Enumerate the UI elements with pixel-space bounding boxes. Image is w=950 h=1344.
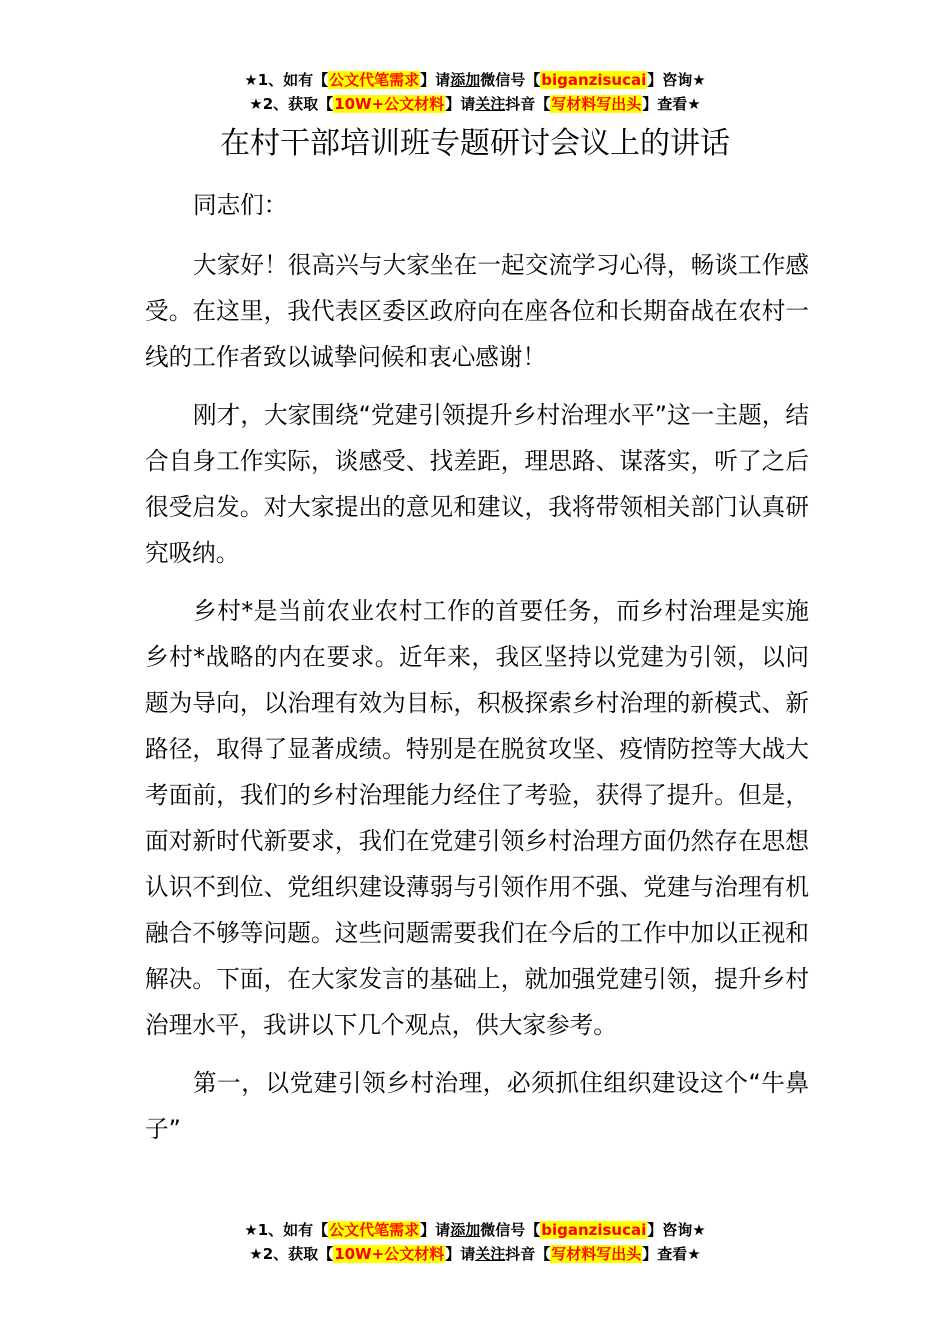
- promo-text: ★1、如有【: [244, 71, 329, 89]
- promo-highlight: 写材料写出头: [551, 1245, 642, 1263]
- promo-underline: 添加: [450, 1221, 481, 1239]
- promo-underline: 关注: [475, 95, 506, 113]
- promo-text: 抖音【: [505, 1245, 551, 1263]
- document-title: 在村干部培训班专题研讨会议上的讲话: [220, 126, 730, 161]
- promo-highlight: biganzisucai: [541, 1221, 647, 1239]
- promo-highlight: 写材料写出头: [551, 95, 642, 113]
- greeting-paragraph: 同志们：: [193, 191, 288, 219]
- body-paragraph: 大家好！很高兴与大家坐在一起交流学习心得，畅谈工作感受。在这里，我代表区委区政府向在座各位和长期奋战在农村一线的工作者致以诚挚问候和衷心感谢！: [145, 251, 809, 371]
- promo-text: 】咨询★: [647, 71, 706, 89]
- promo-line-2: [0, 92, 950, 116]
- promo-underline: 关注: [475, 1245, 506, 1263]
- promo-text: 】咨询★: [647, 1221, 706, 1239]
- section-heading: 第一，以党建引领乡村治理，必须抓住组织建设这个“牛鼻子”: [145, 1069, 809, 1143]
- promo-line-2: [0, 1242, 950, 1266]
- promo-highlight: 公文代笔需求: [329, 71, 420, 89]
- promo-banner-top: [0, 68, 950, 116]
- promo-text: 】请: [445, 95, 476, 113]
- promo-text: ★2、获取【: [249, 1245, 334, 1263]
- promo-line-1: [0, 68, 950, 92]
- promo-text: 】请: [420, 1221, 451, 1239]
- promo-text: ★2、获取【: [249, 95, 334, 113]
- promo-highlight: 10W+公文材料: [334, 1245, 445, 1263]
- body-paragraph: 刚才，大家围绕“党建引领提升乡村治理水平”这一主题，结合自身工作实际，谈感受、找差距，理思路、谋落实，听了之后很受启发。对大家提出的意见和建议，我将带领相关部门认真研究吸纳。: [145, 401, 809, 567]
- promo-text: 微信号【: [480, 71, 541, 89]
- promo-text: 】查看★: [642, 95, 701, 113]
- promo-highlight: biganzisucai: [541, 71, 647, 89]
- promo-text: 抖音【: [505, 95, 551, 113]
- promo-line-1: [0, 1218, 950, 1242]
- body-paragraph: 乡村*是当前农业农村工作的首要任务，而乡村治理是实施乡村*战略的内在要求。近年来，我区坚持以党建为引领，以问题为导向，以治理有效为目标，积极探索乡村治理的新模式、新路径，取得了显著成绩。特别是在脱贫攻坚、疫情防控等大战大考面前，我们的乡村治理能力经住了考验，获得了提升。但是，面对新时代新要求，我们在党建引领乡村治理方面仍然存在思想认识不到位、党组织建设薄弱与引领作用不强、党建与治理有机融合不够等问题。这些问题需要我们在今后的工作中加以正视和解决。下面，在大家发言的基础上，就加强党建引领，提升乡村治理水平，我讲以下几个观点，供大家参考。: [145, 597, 809, 1039]
- promo-highlight: 公文代笔需求: [329, 1221, 420, 1239]
- promo-text: 微信号【: [480, 1221, 541, 1239]
- promo-text: 】查看★: [642, 1245, 701, 1263]
- promo-text: 】请: [420, 71, 451, 89]
- promo-text: ★1、如有【: [244, 1221, 329, 1239]
- promo-banner-bottom: [0, 1218, 950, 1266]
- promo-text: 】请: [445, 1245, 476, 1263]
- promo-highlight: 10W+公文材料: [334, 95, 445, 113]
- promo-underline: 添加: [450, 71, 481, 89]
- document-body: [145, 182, 809, 1164]
